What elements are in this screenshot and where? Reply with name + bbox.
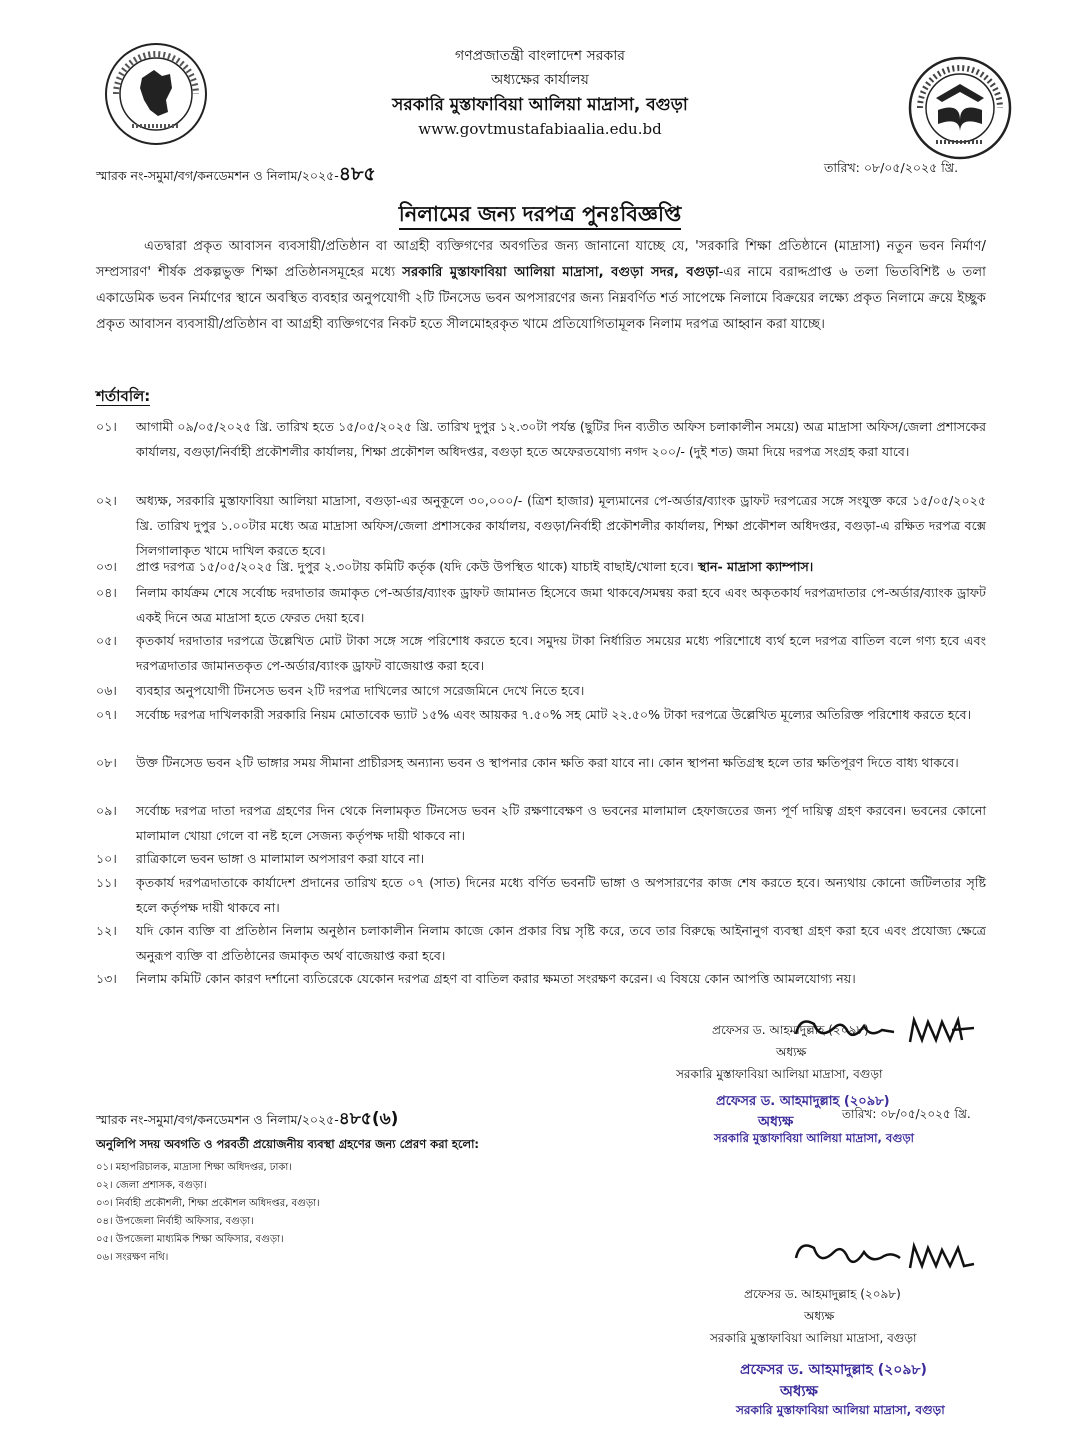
memo2-date: তারিখ: ০৮/০৫/২০২৫ খ্রি. [842,1107,971,1121]
condition-item: ১৩। নিলাম কমিটি কোন কারণ দর্শানো ব্যতিরেকে যেকোন দরপত্র গ্রহণ বা বাতিল করার ক্ষমতা সংরক্ষণ করেন। এ বিষয়ে কোন আপত্তি আমলযোগ্য নয়। [96,971,856,986]
header-website: www.govtmustafabiaalia.edu.bd [418,120,662,138]
stamp-role: অধ্যক্ষ [758,1114,794,1130]
handwritten-signature-icon [788,1236,980,1280]
condition-item: ১২। যদি কোন ব্যক্তি বা প্রতিষ্ঠান নিলাম অনুষ্ঠান চলাকালীন নিলাম কাজে কোন প্রকার বিঘ্ন সৃষ্টি করে, তবে তার বিরুদ্ধে আইনানুগ ব্যবস্থা গ্রহণ করা হবে এবং প্রযোজ্য ক্ষেত্রে অনুরূপ ব্যক্তি বা প্রতিষ্ঠানের জমাকৃত অর্থ বাজেয়াপ্ত করা হবে। [96,923,986,963]
header-government: গণপ্রজাতন্ত্রী বাংলাদেশ সরকার [455,48,625,64]
memo2-ref-text: স্মারক নং-সমুমা/বগ/কনডেমশন ও নিলাম/২০২৫- [96,1112,339,1127]
signatory-organization: সরকারি মুস্তাফাবিয়া আলিয়া মাদ্রাসা, বগুড়া [676,1067,883,1081]
stamp-organization: সরকারি মুস্তাফাবিয়া আলিয়া মাদ্রাসা, বগুড়া [714,1131,914,1145]
intro-paragraph: এতদ্বারা প্রকৃত আবাসন ব্যবসায়ী/প্রতিষ্ঠান বা আগ্রহী ব্যক্তিগণের অবগতির জন্য জানানো যাচ্ছে যে, 'সরকারি শিক্ষা প্রতিষ্ঠানে (মাদ্রাসা) নতুন ভবন নির্মাণ/সম্প্রসারণ' শীর্ষক প্রকল্পভুক্ত শিক্ষা প্রতিষ্ঠানসমূহের মধ্যে সরকারি মুস্তাফাবিয়া আলিয়া মাদ্রাসা, বগুড়া সদর, বগুড়া-এর নামে বরাদ্দপ্রাপ্ত ৬ তলা ভিতবিশিষ্ট ৬ তলা একাডেমিক ভবন নির্মাণের স্থানে অবস্থিত ব্যবহার অনুপযোগী ২টি টিনসেড ভবন অপসারণের জন্য নিম্নবর্ণিত শর্ত সাপেক্ষে নিলামে বিক্রয়ের লক্ষ্যে প্রকৃত নিলামে ক্রয়ে ইচ্ছুক প্রকৃত আবাসন ব্যবসায়ী/প্রতিষ্ঠান বা আগ্রহী ব্যক্তিগণের নিকট হতে সীলমোহরকৃত খামে প্রতিযোগিতামূলক নিলাম দরপত্র আহ্বান করা যাচ্ছে। [96,239,987,332]
cc-heading: অনুলিপি সদয় অবগতি ও পরবর্তী প্রয়োজনীয় ব্যবস্থা গ্রহণের জন্য প্রেরণ করা হলো: [96,1137,480,1151]
page-title: নিলামের জন্য দরপত্র পুনঃবিজ্ঞপ্তি [0,198,1080,233]
signatory-role: অধ্যক্ষ [776,1045,807,1059]
condition-item: ০১। আগামী ০৯/০৫/২০২৫ খ্রি. তারিখ হতে ১৫/০৫/২০২৫ খ্রি. তারিখ দুপুর ১২.৩০টা পর্যন্ত (ছুটির দিন ব্যতীত অফিস চলাকালীন সময়ে) অত্র মাদ্রাসা অফিস/জেলা প্রশাসকের কার্যালয়, বগুড়া/নির্বাহী প্রকৌশলীর কার্যালয়, শিক্ষা প্রকৌশল অধিদপ্তর, বগুড়া হতে অফেরতযোগ্য নগদ ২০০/- (দুই শত) জমা দিয়ে দরপত্র সংগ্রহ করা যাবে। [96,419,986,459]
condition-item: ০২। অধ্যক্ষ, সরকারি মুস্তাফাবিয়া আলিয়া মাদ্রাসা, বগুড়া-এর অনুকূলে ৩০,০০০/- (ত্রিশ হাজার) মূল্যমানের পে-অর্ডার/ব্যাংক ড্রাফট দরপত্রের সঙ্গে সংযুক্ত করে ১৫/০৫/২০২৫ খ্রি. তারিখ দুপুর ১.০০টার মধ্যে অত্র মাদ্রাসা অফিস/জেলা প্রশাসকের কার্যালয়, বগুড়া/নির্বাহী প্রকৌশলীর কার্যালয়, শিক্ষা প্রকৌশল অধিদপ্তর, বগুড়া-এ রক্ষিত দরপত্র বক্সে সিলগালাকৃত খামে দাখিল করতে হবে। [96,493,986,558]
condition-item: ০৮। উক্ত টিনসেড ভবন ২টি ভাঙ্গার সময় সীমানা প্রাচীরসহ অন্যান্য ভবন ও স্থাপনার কোন ক্ষতি করা যাবে না। কোন স্থাপনা ক্ষতিগ্রস্থ হলে তার ক্ষতিপূরণ দিতে বাধ্য থাকবে। [96,755,959,770]
signatory-role: অধ্যক্ষ [804,1309,835,1323]
header-office: অধ্যক্ষের কার্যালয় [491,72,589,88]
signatory-organization: সরকারি মুস্তাফাবিয়া আলিয়া মাদ্রাসা, বগুড়া [710,1331,917,1345]
cc-item: ০২। জেলা প্রশাসক, বগুড়া। [96,1180,207,1191]
memo2-ref-number: ৪৮৫(৬) [338,1109,399,1129]
condition-item: ০৯। সর্বোচ্চ দরপত্র দাতা দরপত্র গ্রহণের দিন থেকে নিলামকৃত টিনসেড ভবন ২টি রক্ষণাবেক্ষণ ও ভবনের মালামাল হেফাজতের জন্য পূর্ণ দায়িত্ব গ্রহণ করবেন। ভবনের কোনো মালামাল খোয়া গেলে বা নষ্ট হলে সেজন্য কর্তৃপক্ষ দায়ী থাকবে না। [96,803,986,843]
cc-item: ০৬। সংরক্ষণ নথি। [96,1252,169,1263]
condition-item: ০৬। ব্যবহার অনুপযোগী টিনসেড ভবন ২টি দরপত্র দাখিলের আগে সরেজমিনে দেখে নিতে হবে। [96,683,585,698]
cc-item: ০৩। নির্বাহী প্রকৌশলী, শিক্ষা প্রকৌশল অধিদপ্তর, বগুড়া। [96,1198,320,1209]
cc-item: ০১। মহাপরিচালক, মাদ্রাসা শিক্ষা অধিদপ্তর, ঢাকা। [96,1162,292,1173]
condition-item: ০৩। প্রাপ্ত দরপত্র ১৫/০৫/২০২৫ খ্রি. দুপুর ২.৩০টায় কমিটি কর্তৃক (যদি কেউ উপস্থিত থাকে) যাচাই বাছাই/খোলা হবে। স্থান- মাদ্রাসা ক্যাম্পাস। [96,559,814,574]
signatory-name: প্রফেসর ড. আহমাদুল্লাহ (২০৯৮) [744,1287,901,1301]
condition-item: ০৪। নিলাম কার্যক্রম শেষে সর্বোচ্চ দরদাতার জমাকৃত পে-অর্ডার/ব্যাংক ড্রাফট জামানত হিসেবে জমা থাকবে/সমন্বয় করা হবে এবং অকৃতকার্য দরপত্রদাতার পে-অর্ডার/ব্যাংক ড্রাফট একই দিনে অত্র মাদ্রাসা হতে ফেরত দেয়া হবে। [96,585,986,625]
condition-item: ১০। রাত্রিকালে ভবন ভাঙ্গা ও মালামাল অপসারণ করা যাবে না। [96,851,425,866]
cc-item: ০৪। উপজেলা নির্বাহী অফিসার, বগুড়া। [96,1216,254,1227]
memo-ref-number: ৪৮৫ [338,163,376,185]
condition-item: ১১। কৃতকার্য দরপত্রদাতাকে কার্যাদেশ প্রদানের তারিখ হতে ০৭ (সাত) দিনের মধ্যে বর্ণিত ভবনটি ভাঙ্গা ও অপসারণের কাজ শেষ করতে হবে। অন্যথায় কোনো জটিলতার সৃষ্টি হলে কর্তৃপক্ষ দায়ী থাকবে না। [96,875,986,915]
header-institution: সরকারি মুস্তাফাবিয়া আলিয়া মাদ্রাসা, বগুড়া [392,95,688,115]
memo-date: তারিখ: ০৮/০৫/২০২৫ খ্রি. [824,160,959,175]
condition-item: ০৭। সর্বোচ্চ দরপত্র দাখিলকারী সরকারি নিয়ম মোতাবেক ভ্যাট ১৫% এবং আয়কর ৭.৫০% সহ মোট ২২.৫০% টাকা দরপত্রে উল্লেখিত মূল্যের অতিরিক্ত পরিশোধ করতে হবে। [96,707,972,722]
memo-ref-text: স্মারক নং-সমুমা/বগ/কনডেমশন ও নিলাম/২০২৫- [96,168,339,183]
memo-reference [96,160,376,192]
memo2-reference [96,1106,398,1134]
signatory-name: প্রফেসর ড. আহমাদুল্লাহ (২০৯৮) [712,1023,869,1037]
stamp-role: অধ্যক্ষ [780,1382,818,1400]
stamp-organization: সরকারি মুস্তাফাবিয়া আলিয়া মাদ্রাসা, বগুড়া [736,1403,945,1417]
conditions-heading: শর্তাবলি: [96,387,151,405]
condition-item: ০৫। কৃতকার্য দরদাতার দরপত্রে উল্লেখিত মোট টাকা সঙ্গে সঙ্গে পরিশোধ করতে হবে। সমুদয় টাকা নির্ধারিত সময়ের মধ্যে পরিশোধে ব্যর্থ হলে দরপত্র বাতিল বলে গণ্য হবে এবং দরপত্রদাতার জামানতকৃত পে-অর্ডার/ব্যাংক ড্রাফট বাজেয়াপ্ত করা হবে। [96,633,986,673]
stamp-name: প্রফেসর ড. আহমাদুল্লাহ (২০৯৮) [716,1094,890,1109]
cc-item: ০৫। উপজেলা মাধ্যমিক শিক্ষা অফিসার, বগুড়া। [96,1234,284,1245]
stamp-name: প্রফেসর ড. আহমাদুল্লাহ (২০৯৮) [740,1362,927,1378]
